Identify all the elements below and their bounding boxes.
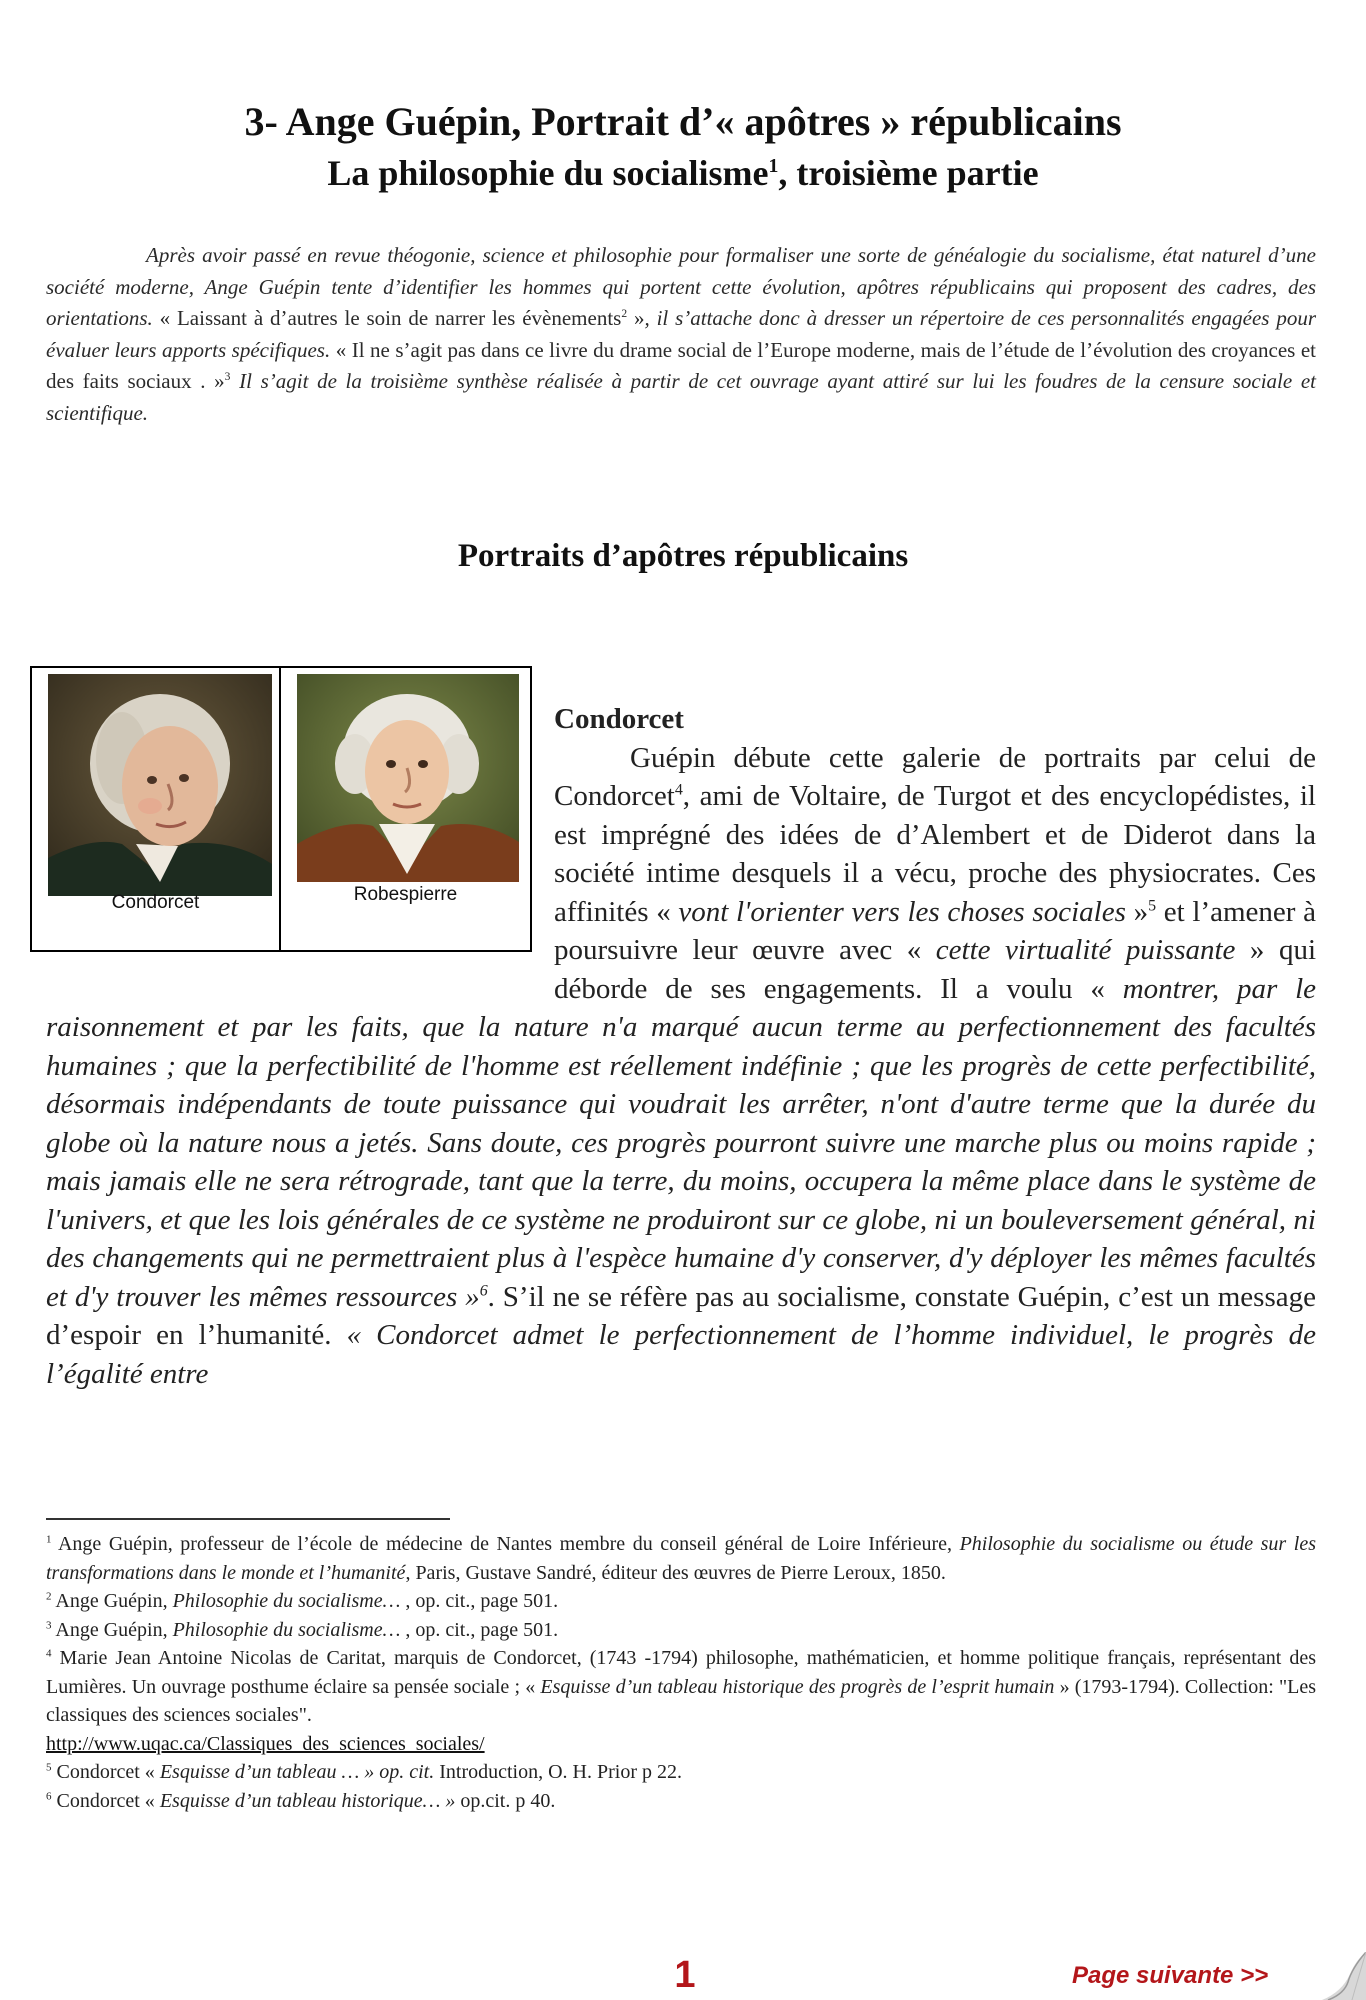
body-text: et l’amener à poursuivre leur œuvre avec « <box>554 895 1317 966</box>
footnote-6 <box>46 1787 1316 1816</box>
footnote-text: » (1793-1794). Collection: "Les classiques des sciences sociales". <box>46 1675 1317 1726</box>
intro-paragraph <box>46 240 1316 429</box>
footnote-title: Esquisse d’un tableau historique… » <box>159 1789 456 1812</box>
page-curl-icon[interactable] <box>1322 1952 1366 2000</box>
footnote-2 <box>46 1587 1316 1616</box>
intro-text: , il s’attache donc à dresser un répertoire de ces personnalités engagées pour évaluer leurs apports spécifiques. <box>46 306 1316 362</box>
footnote-title: Esquisse d’un tableau historique des progrès de l’esprit humain <box>540 1675 1055 1698</box>
portrait-caption: Condorcet <box>111 892 200 913</box>
body-text: » <box>1125 895 1149 928</box>
page-title: 3- Ange Guépin, Portrait d’« apôtres » républicains <box>244 99 1122 144</box>
body-quote: vont l'orienter vers les choses sociales <box>678 895 1126 928</box>
footnote-text: Condorcet « <box>51 1789 160 1812</box>
footnote-text: Ange Guépin, <box>51 1618 173 1641</box>
footnote-number: 1 <box>46 1533 52 1546</box>
footnote-text: Introduction, O. H. Prior p 22. <box>434 1761 683 1783</box>
footnote-ref-6[interactable]: 6 <box>479 1281 488 1299</box>
footnote-title: Esquisse d’un tableau … » op. cit. <box>159 1761 435 1783</box>
footnote-separator <box>46 1518 450 1520</box>
intro-text: Après avoir passé en revue théogonie, science et philosophie pour formaliser une sorte de généalogie du socialisme, état naturel d’une société moderne, Ange Guépin tente d’identifier les hommes qui portent cette évolution, apôtres républicains qui proposent des cadres, des orientations. <box>46 243 1316 330</box>
portrait-caption: Robespierre <box>353 884 458 905</box>
intro-quote: « Il ne s’agit pas dans ce livre du drame social de l’Europe moderne, mais de l’étude de l’évolution des croyances et des faits sociaux . » <box>46 337 1316 393</box>
intro-quote-end: » <box>627 306 645 330</box>
footnote-5 <box>46 1758 1316 1787</box>
footnote-number: 6 <box>46 1789 52 1802</box>
body-text: , ami de Voltaire, de Turgot et des encyclopédistes, il est imprégné des idées de d’Alembert et de Diderot dans la société intime desquels il a vécu, proche des physiocrates. Ces affinités « <box>554 780 1316 928</box>
body-quote: cette virtualité puissante <box>935 934 1236 966</box>
footnote-text: , op. cit., page 501. <box>400 1590 559 1612</box>
footnote-ref-4[interactable]: 4 <box>674 781 683 799</box>
body-text: » qui déborde de ses engagements. Il a voulu « <box>554 934 1317 1005</box>
footnote-number: 3 <box>46 1618 52 1631</box>
subtitle-text: La philosophie du socialisme <box>327 153 769 193</box>
footnote-text: Ange Guépin, <box>51 1590 173 1612</box>
footnote-number: 2 <box>46 1590 52 1603</box>
body-quote: « Condorcet admet le perfectionnement de l’homme individuel, le progrès de l’égalité entre <box>46 1319 1316 1390</box>
condorcet-heading: Condorcet <box>554 703 684 735</box>
footnote-ref-1[interactable]: 1 <box>768 155 779 177</box>
article-body <box>46 700 1316 1393</box>
footnote-title: Philosophie du socialisme… <box>172 1618 401 1641</box>
next-page-link[interactable]: Page suivante >> <box>1072 1962 1269 1989</box>
subtitle-text-end: , troisième partie <box>778 153 1039 193</box>
footnote-title: Philosophie du socialisme ou étude sur les transformations dans le monde et l’humanité <box>46 1533 1316 1584</box>
body-quote: montrer, par le raisonnement et par les faits, que la nature n'a marqué aucun terme au perfectionnement des facultés humaines ; que la perfectibilité de l'homme est réellement indéfinie ; que les progrès de cette perfectibilité, désormais indépendants de toute puissance qui voudrait les arrêter, n'ont d'autre terme que la durée du globe où la nature nous a jetés. Sans doute, ces progrès pourront suivre une marche plus ou moins rapide ; mais jamais elle ne sera rétrograde, tant que la terre, du moins, occupera la même place dans le système de l'univers, et que les lois générales de ce système ne produiront sur ce globe, ni un bouleversement général, ni des changements qui ne permettraient plus à l'espèce humaine d'y conserver, d'y déployer les mêmes facultés et d'y trouver les mêmes ressources » <box>46 972 1316 1313</box>
footnote-title: Philosophie du socialisme… <box>172 1590 401 1612</box>
footnote-ref-3[interactable]: 3 <box>224 371 231 383</box>
footnote-text: Marie Jean Antoine Nicolas de Caritat, marquis de Condorcet, (1743 -1794) philosophe, mathématicien, et homme politique français, représentant des Lumières. Un ouvrage posthume éclaire sa pensée sociale ; « <box>46 1647 1316 1698</box>
footnote-ref-5[interactable]: 5 <box>1148 896 1157 914</box>
footnote-text: op.cit. p 40. <box>455 1789 556 1812</box>
intro-quote: « Laissant à d’autres le soin de narrer les évènements <box>152 306 622 330</box>
page-subtitle <box>0 152 1366 194</box>
page-number: 1 <box>674 1954 696 1996</box>
footnote-ref-2[interactable]: 2 <box>621 308 628 320</box>
section-heading: Portraits d’apôtres républicains <box>457 538 909 574</box>
footnote-number: 4 <box>46 1647 52 1660</box>
footnote-3 <box>46 1616 1316 1645</box>
footnote-text: Ange Guépin, professeur de l’école de médecine de Nantes membre du conseil général de Loire Inférieure, <box>51 1533 960 1555</box>
image-spacer <box>46 700 554 970</box>
body-text: . S’il ne se réfère pas au socialisme, constate Guépin, c’est un message d’espoir en l’humanité. <box>46 1280 1316 1351</box>
intro-text: Il s’agit de la troisième synthèse réalisée à partir de cet ouvrage ayant attiré sur lui les foudres de la censure sociale et scientifique. <box>46 369 1316 425</box>
classiques-link[interactable]: http://www.uqac.ca/Classiques_des_sciences_sociales/ <box>46 1732 485 1755</box>
footnote-text: Condorcet « <box>51 1761 160 1783</box>
footnote-number: 5 <box>46 1761 52 1774</box>
body-text: Guépin débute cette galerie de portraits par celui de Condorcet <box>554 741 1316 812</box>
footnote-1 <box>46 1530 1316 1587</box>
footnotes <box>46 1530 1316 1815</box>
footnote-4 <box>46 1644 1316 1758</box>
footnote-text: , Paris, Gustave Sandré, éditeur des œuvres de Pierre Leroux, 1850. <box>405 1561 946 1584</box>
footnote-text: , op. cit., page 501. <box>400 1618 559 1641</box>
